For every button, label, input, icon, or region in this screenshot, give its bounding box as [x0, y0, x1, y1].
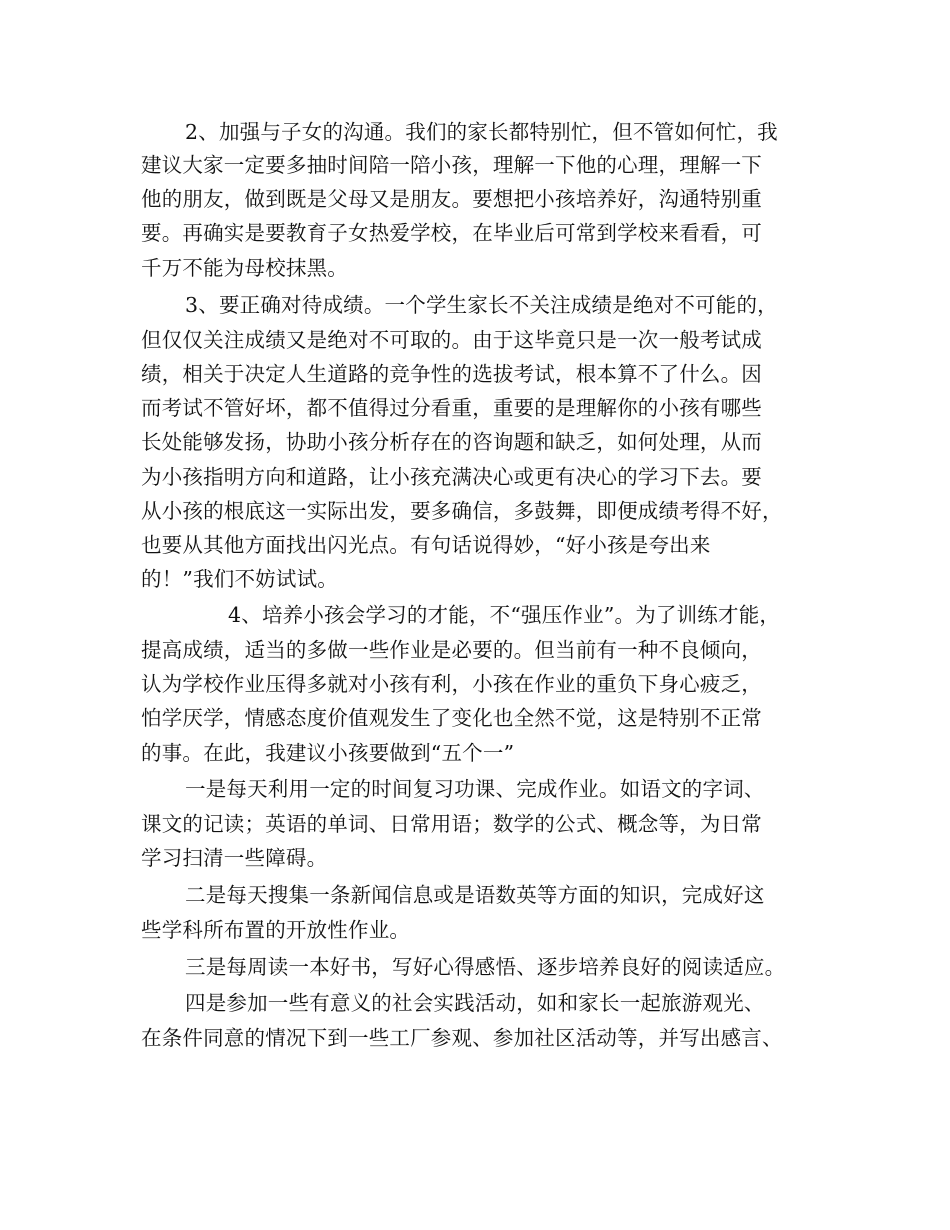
text-line: 课文的记读；英语的单词、日常用语；数学的公式、概念等，为日常 — [141, 812, 762, 836]
text-line: 的事。在此，我建议小孩要做到“五个一” — [141, 741, 515, 765]
text-line: 绩，相关于决定人生道路的竞争性的选拔考试，根本算不了什么。因 — [141, 362, 762, 386]
text-line: 长处能够发扬，协助小孩分析存在的咨询题和缺乏，如何处理，从而 — [141, 430, 762, 454]
text-line: 四是参加一些有意义的社会实践活动，如和家长一起旅游观光、 — [185, 991, 765, 1015]
text-line: 二是每天搜集一条新闻信息或是语数英等方面的知识，完成好这 — [185, 883, 765, 907]
text-line: 千万不能为母校抹黑。 — [141, 256, 348, 280]
text-line: 为小孩指明方向和道路，让小孩充满决心或更有决心的学习下去。要 — [141, 465, 762, 489]
text-line: 提高成绩，适当的多做一些作业是必要的。但当前有一种不良倾向， — [141, 638, 762, 662]
text-line: 他的朋友，做到既是父母又是朋友。要想把小孩培养好，沟通特别重 — [141, 187, 762, 211]
text-line: 怕学厌学，情感态度价值观发生了变化也全然不觉，这是特别不正常 — [141, 706, 762, 730]
text-line: 认为学校作业压得多就对小孩有利，小孩在作业的重负下身心疲乏， — [141, 672, 762, 696]
text-line: 些学科所布置的开放性作业。 — [141, 918, 411, 942]
text-line: 要。再确实是要教育子女热爱学校，在毕业后可常到学校来看看，可 — [141, 221, 762, 245]
text-line: 3、要正确对待成绩。一个学生家长不关注成绩是绝对不可能的， — [185, 293, 778, 317]
text-line: 一是每天利用一定的时间复习功课、完成作业。如语文的字词、 — [185, 777, 765, 801]
text-line: 而考试不管好坏，都不值得过分看重，重要的是理解你的小孩有哪些 — [141, 396, 762, 420]
text-line: 2、加强与子女的沟通。我们的家长都特别忙，但不管如何忙，我 — [185, 120, 778, 144]
text-line: 建议大家一定要多抽时间陪一陪小孩，理解一下他的心理，理解一下 — [141, 153, 762, 177]
text-line: 三是每周读一本好书，写好心得感悟、逐步培养良好的阅读适应。 — [185, 955, 786, 979]
text-line: 从小孩的根底这一实际出发，要多确信，多鼓舞，即便成绩考得不好， — [141, 499, 783, 523]
text-line: 学习扫清一些障碍。 — [141, 846, 328, 870]
text-line: 但仅仅关注成绩又是绝对不可取的。由于这毕竟只是一次一般考试成 — [141, 328, 762, 352]
text-line: 4、培养小孩会学习的才能，不“强压作业”。为了训练才能， — [228, 603, 781, 627]
text-line: 的！”我们不妨试试。 — [141, 567, 338, 591]
text-line: 在条件同意的情况下到一些工厂参观、参加社区活动等，并写出感言、 — [141, 1026, 783, 1050]
text-line: 也要从其他方面找出闪光点。有句话说得妙，“好小孩是夸出来 — [141, 533, 711, 557]
